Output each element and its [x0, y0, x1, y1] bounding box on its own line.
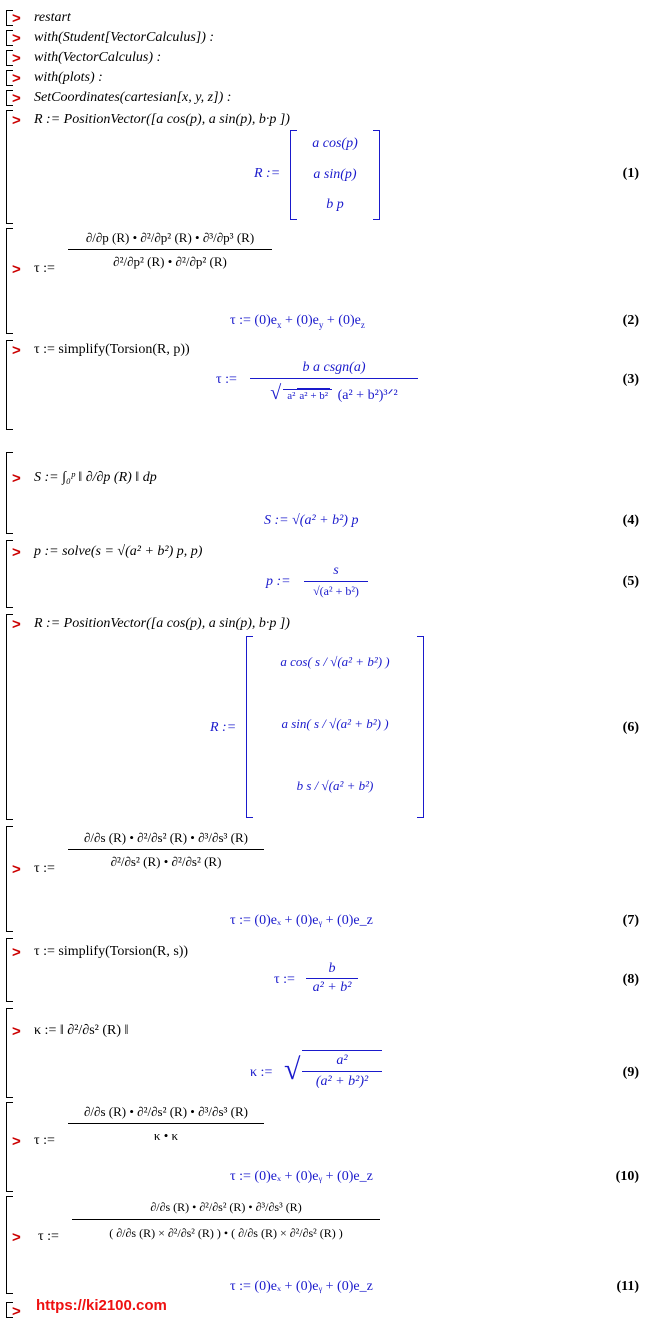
- prompt-8[interactable]: >: [12, 944, 21, 961]
- matrix-row: b p: [326, 197, 344, 212]
- input-6[interactable]: R := PositionVector([a cos(p), a sin(p), b·p ]): [34, 616, 290, 631]
- fraction-numerator: a²: [336, 1053, 348, 1068]
- equation-number: (8): [622, 972, 639, 987]
- output-3-lhs: τ :=: [216, 372, 237, 387]
- equation-number: (2): [622, 313, 639, 328]
- prompt-empty[interactable]: >: [12, 1303, 21, 1320]
- input-with-plots[interactable]: with(plots) :: [34, 70, 103, 85]
- equation-number: (5): [622, 574, 639, 589]
- fraction-numerator: b a csgn(a): [302, 360, 366, 375]
- prompt-4[interactable]: >: [12, 470, 21, 487]
- fraction-denominator: ∂²/∂s² (R) • ∂²/∂s² (R): [68, 849, 264, 870]
- output-10: τ := (0)eₓ + (0)eᵧ + (0)e_z: [230, 1169, 373, 1184]
- exec-group-6: [6, 614, 7, 820]
- fraction-denominator: a² + b²: [306, 978, 358, 996]
- matrix-row: a sin(p): [313, 167, 357, 182]
- prompt-setcoords[interactable]: >: [12, 90, 21, 107]
- equation-number: (9): [622, 1065, 639, 1080]
- fraction-denominator: √ a² a² + b² (a² + b²)³ᐟ²: [250, 378, 418, 405]
- cmd-group-setcoords: [6, 90, 7, 106]
- fraction-numerator: ∂/∂p (R) • ∂²/∂p² (R) • ∂³/∂p³ (R): [85, 230, 255, 245]
- output-8-lhs: τ :=: [274, 972, 295, 987]
- cmd-group-with-plots: [6, 70, 7, 86]
- fraction-numerator: ∂/∂s (R) • ∂²/∂s² (R) • ∂³/∂s³ (R): [150, 1200, 302, 1214]
- output-4: S := √(a² + b²) p: [264, 513, 359, 528]
- input-1[interactable]: R := PositionVector([a cos(p), a sin(p), b·p ]): [34, 112, 290, 127]
- output-9-fraction: [302, 1050, 382, 1090]
- cmd-group-restart: [6, 10, 7, 26]
- matrix-row: b s / √(a² + b²): [296, 778, 374, 793]
- input-3[interactable]: τ := simplify(Torsion(R, p)): [34, 342, 190, 357]
- equation-number: (7): [622, 913, 639, 928]
- input-10-lhs[interactable]: τ :=: [34, 1133, 55, 1148]
- equation-number: (11): [616, 1279, 639, 1294]
- exec-group-3: [6, 340, 7, 430]
- exec-group-5: [6, 540, 7, 608]
- output-7: τ := (0)eₓ + (0)eᵧ + (0)e_z: [230, 913, 373, 928]
- prompt-3[interactable]: >: [12, 342, 21, 359]
- fraction-denominator: ∂²/∂p² (R) • ∂²/∂p² (R): [68, 249, 272, 270]
- matrix-row: a cos(p): [312, 136, 358, 151]
- matrix-row: a cos( s / √(a² + b²) ): [280, 654, 390, 669]
- input-with-student[interactable]: with(Student[VectorCalculus]) :: [34, 30, 215, 45]
- prompt-6[interactable]: >: [12, 616, 21, 633]
- output-3-fraction: [250, 360, 418, 405]
- output-8-fraction: [306, 961, 358, 996]
- output-9-lhs: κ :=: [250, 1065, 273, 1080]
- prompt-7[interactable]: >: [12, 861, 21, 878]
- prompt-11[interactable]: >: [12, 1229, 21, 1246]
- cmd-group-with-vc: [6, 50, 7, 66]
- prompt-restart[interactable]: >: [12, 10, 21, 27]
- prompt-10[interactable]: >: [12, 1133, 21, 1150]
- watermark: https://ki2100.com: [36, 1297, 167, 1314]
- fraction-denominator: κ • κ: [68, 1123, 264, 1144]
- fraction-denominator: ( ∂/∂s (R) × ∂²/∂s² (R) ) • ( ∂/∂s (R) × ∂²/∂s² (R) ): [72, 1219, 380, 1241]
- fraction-denominator: (a² + b²)²: [302, 1071, 382, 1090]
- input-8[interactable]: τ := simplify(Torsion(R, s)): [34, 944, 189, 959]
- prompt-2[interactable]: >: [12, 261, 21, 278]
- fraction-numerator: b: [328, 961, 336, 976]
- matrix-row: a sin( s / √(a² + b²) ): [281, 716, 389, 731]
- output-5-fraction: [304, 563, 368, 599]
- input-11-fraction[interactable]: [72, 1200, 380, 1241]
- exec-group-empty: [6, 1302, 7, 1318]
- prompt-with-plots[interactable]: >: [12, 70, 21, 87]
- output-5-lhs: p :=: [266, 574, 291, 589]
- equation-number: (4): [622, 513, 639, 528]
- fraction-numerator: s: [333, 563, 339, 578]
- output-6-matrix: [246, 636, 424, 818]
- input-9[interactable]: κ := ‖ ∂²/∂s² (R) ‖: [34, 1023, 129, 1038]
- exec-group-10: [6, 1102, 7, 1192]
- exec-group-8: [6, 938, 7, 1002]
- prompt-with-student[interactable]: >: [12, 30, 21, 47]
- equation-number: (3): [622, 372, 639, 387]
- equation-number: (1): [622, 166, 639, 181]
- cmd-group-with-student: [6, 30, 7, 46]
- fraction-denominator: √(a² + b²): [304, 581, 368, 599]
- output-1-lhs: R :=: [254, 166, 281, 181]
- exec-group-9: [6, 1008, 7, 1098]
- output-1-matrix: [290, 130, 380, 220]
- sqrt-icon: √: [284, 1053, 301, 1086]
- output-11: τ := (0)eₓ + (0)eᵧ + (0)e_z: [230, 1279, 373, 1294]
- input-2-fraction[interactable]: [68, 230, 272, 270]
- exec-group-2: [6, 228, 7, 334]
- equation-number: (10): [615, 1169, 639, 1184]
- output-6-lhs: R :=: [210, 720, 237, 735]
- input-setcoords[interactable]: SetCoordinates(cartesian[x, y, z]) :: [34, 90, 232, 105]
- exec-group-7: [6, 826, 7, 932]
- exec-group-4: [6, 452, 7, 534]
- input-7-fraction[interactable]: [68, 830, 264, 870]
- exec-group-11: [6, 1196, 7, 1294]
- input-4[interactable]: S := ∫₀ᵖ ‖ ∂/∂p (R) ‖ dp: [34, 470, 157, 485]
- input-restart[interactable]: restart: [34, 10, 71, 25]
- fraction-numerator: ∂/∂s (R) • ∂²/∂s² (R) • ∂³/∂s³ (R): [84, 1104, 248, 1119]
- prompt-5[interactable]: >: [12, 544, 21, 561]
- equation-number: (6): [622, 720, 639, 735]
- input-10-fraction[interactable]: [68, 1104, 264, 1144]
- output-2: τ := $(0)e_x + (0)e_y + (0)e_z$: [230, 313, 365, 330]
- prompt-with-vc[interactable]: >: [12, 50, 21, 67]
- prompt-1[interactable]: >: [12, 112, 21, 129]
- input-11-lhs[interactable]: τ :=: [38, 1229, 59, 1244]
- input-2-lhs[interactable]: τ :=: [34, 261, 55, 276]
- input-7-lhs[interactable]: τ :=: [34, 861, 55, 876]
- exec-group-1: [6, 110, 7, 224]
- input-5[interactable]: p := solve(s = √(a² + b²) p, p): [34, 544, 203, 559]
- fraction-numerator: ∂/∂s (R) • ∂²/∂s² (R) • ∂³/∂s³ (R): [84, 830, 248, 845]
- input-with-vc[interactable]: with(VectorCalculus) :: [34, 50, 162, 65]
- prompt-9[interactable]: >: [12, 1023, 21, 1040]
